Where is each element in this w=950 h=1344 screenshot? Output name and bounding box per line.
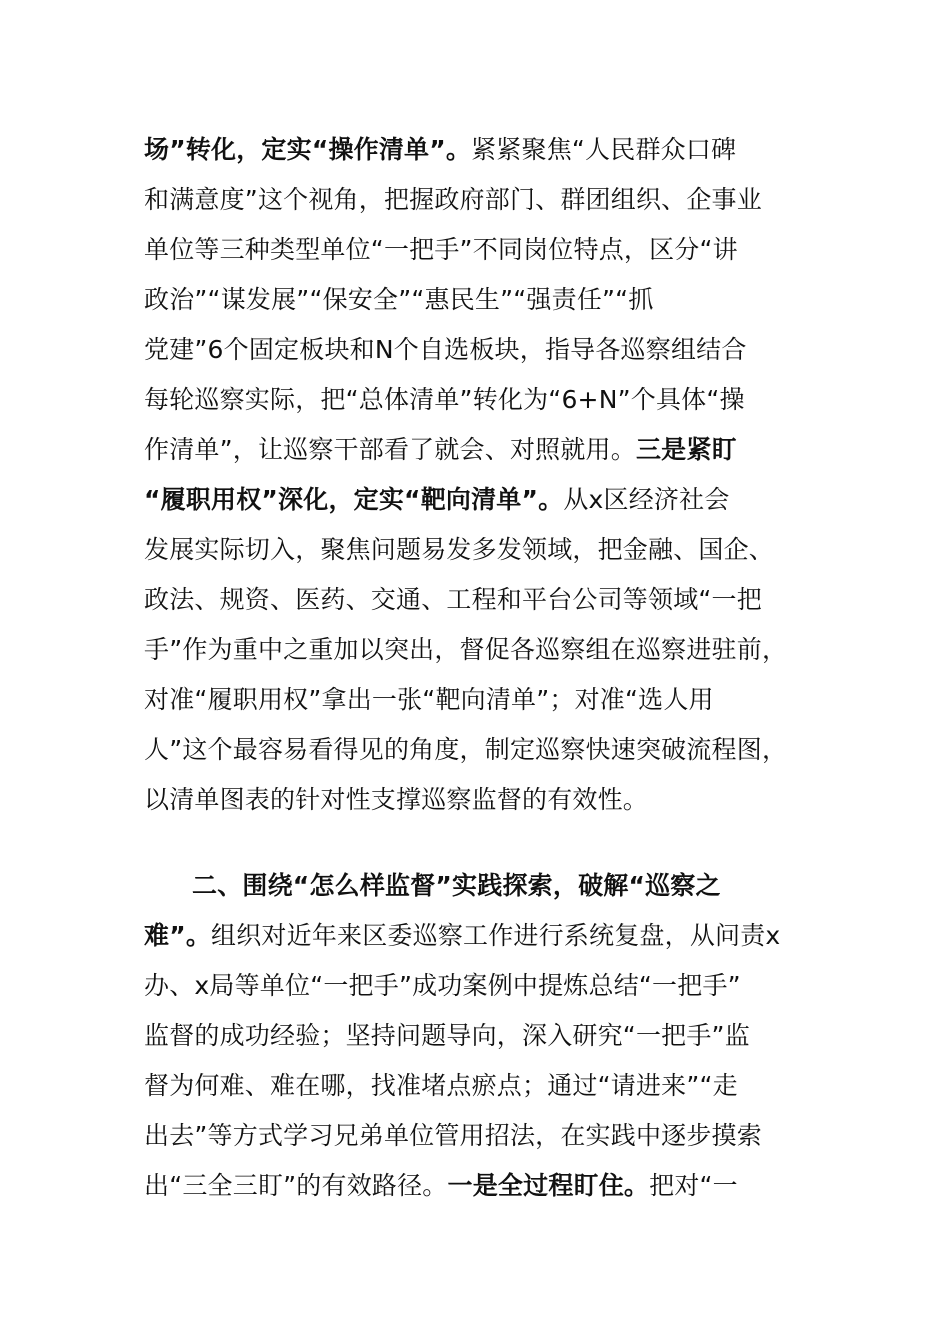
body-text: 出去”等方式学习兄弟单位管用招法，在实践中逐步摸索 [144,1121,762,1150]
body-text: 出“三全三盯”的有效路径。 [144,1171,448,1200]
body-text: 组织对近年来区委巡察工作进行系统复盘，从问责x [211,921,781,950]
paragraph-line [144,968,814,1004]
body-text: 对准“履职用权”拿出一张“靶向清单”；对准“选人用 [144,685,714,714]
paragraph-line [144,1018,814,1054]
body-text: 以清单图表的针对性支撑巡察监督的有效性。 [144,785,649,814]
bold-text: 二、围绕“怎么样监督”实践探索，破解“巡察之 [192,871,721,900]
body-text: 每轮巡察实际，把“总体清单”转化为“6+N”个具体“操 [144,385,745,414]
paragraph-line [144,232,814,268]
body-text: 作清单”，让巡察干部看了就会、对照就用。 [144,435,636,464]
bold-text: 三是紧盯 [635,435,737,464]
paragraph-line [144,532,814,568]
body-text: 办、x局等单位“一把手”成功案例中提炼总结“一把手” [144,971,741,1000]
paragraph-line [144,1118,814,1154]
section-heading-line [192,868,862,904]
body-text: 政法、规资、医药、交通、工程和平台公司等领域“一把 [144,585,762,614]
body-text: 把对“一 [649,1171,738,1200]
paragraph-line [144,732,814,768]
paragraph-line [144,1068,814,1104]
paragraph-line [144,632,814,668]
body-text: 手”作为重中之重加以突出，督促各巡察组在巡察进驻前， [144,635,788,664]
body-text: 督为何难、难在哪，找准堵点瘀点；通过“请进来”“走 [144,1071,738,1100]
body-text: 发展实际切入，聚焦问题易发多发领域，把金融、国企、 [144,535,775,564]
paragraph-line [144,918,814,954]
body-text: 和满意度”这个视角，把握政府部门、群团组织、企事业 [144,185,762,214]
bold-text: 一是全过程盯住。 [447,1171,650,1200]
paragraph-line [144,182,814,218]
bold-text: 场”转化，定实“操作清单”。 [144,135,472,164]
paragraph-line [144,382,814,418]
paragraph-line [144,782,814,818]
body-text: 党建”6个固定板块和N个自选板块，指导各巡察组结合 [144,335,747,364]
body-text: 监督的成功经验；坚持问题导向，深入研究“一把手”监 [144,1021,750,1050]
body-text: 政治”“谋发展”“保安全”“惠民生”“强责任”“抓 [144,285,654,314]
paragraph-line [144,482,814,518]
bold-text: 难”。 [144,921,212,950]
paragraph-line [144,1168,814,1204]
paragraph-line [144,582,814,618]
body-text: 从x区经济社会 [563,485,730,514]
paragraph-line [144,282,814,318]
paragraph-line [144,432,814,468]
bold-text: “履职用权”深化，定实“靶向清单”。 [144,485,564,514]
body-text: 紧紧聚焦“人民群众口碑 [471,135,737,164]
paragraph-line [144,682,814,718]
body-text: 单位等三种类型单位“一把手”不同岗位特点，区分“讲 [144,235,738,264]
paragraph-line [144,332,814,368]
paragraph-line [144,132,814,168]
body-text: 人”这个最容易看得见的角度，制定巡察快速突破流程图， [144,735,788,764]
